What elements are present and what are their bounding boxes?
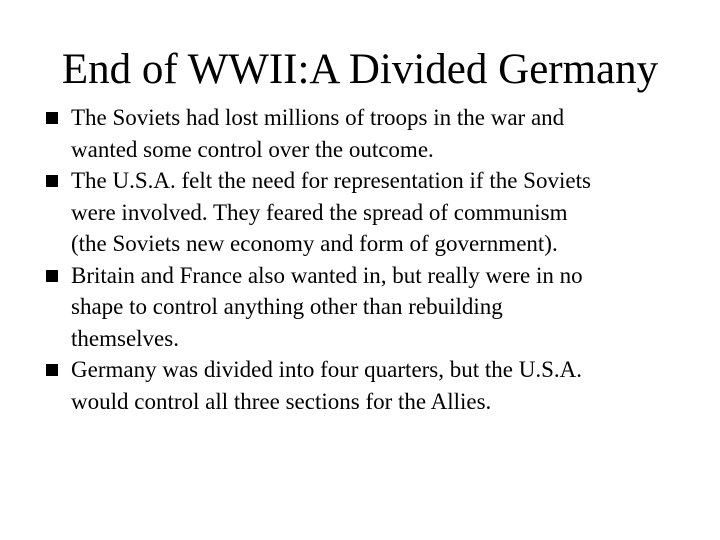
bullet-item (46, 354, 676, 417)
bullet-text-line: would control all three sections for the Allies. (71, 388, 492, 414)
bullet-text-line: Britain and France also wanted in, but really were in no (71, 262, 583, 288)
bullet-text-line: The U.S.A. felt the need for representation if the Soviets (71, 168, 591, 193)
bullet-text-line: Germany was divided into four quarters, but the U.S.A. (71, 357, 583, 382)
bullet-text-line: were involved. They feared the spread of communism (71, 199, 568, 225)
bullet-text-line: wanted some control over the outcome. (71, 136, 434, 162)
bullet-text-line: The Soviets had lost millions of troops in the war and (71, 105, 565, 130)
bullet-text-line: themselves. (71, 325, 179, 351)
bullet-text-line: (the Soviets new economy and form of government). (71, 231, 558, 256)
bullet-list (46, 102, 676, 417)
bullet-item (46, 165, 676, 260)
square-bullet-icon (46, 112, 58, 124)
square-bullet-icon (46, 175, 58, 187)
bullet-item (46, 102, 676, 165)
square-bullet-icon (46, 364, 58, 376)
bullet-item (46, 260, 676, 355)
square-bullet-icon (46, 270, 58, 282)
slide-title: End of WWII:A Divided Germany (61, 46, 659, 93)
bullet-text-line: shape to control anything other than rebuilding (71, 294, 503, 319)
